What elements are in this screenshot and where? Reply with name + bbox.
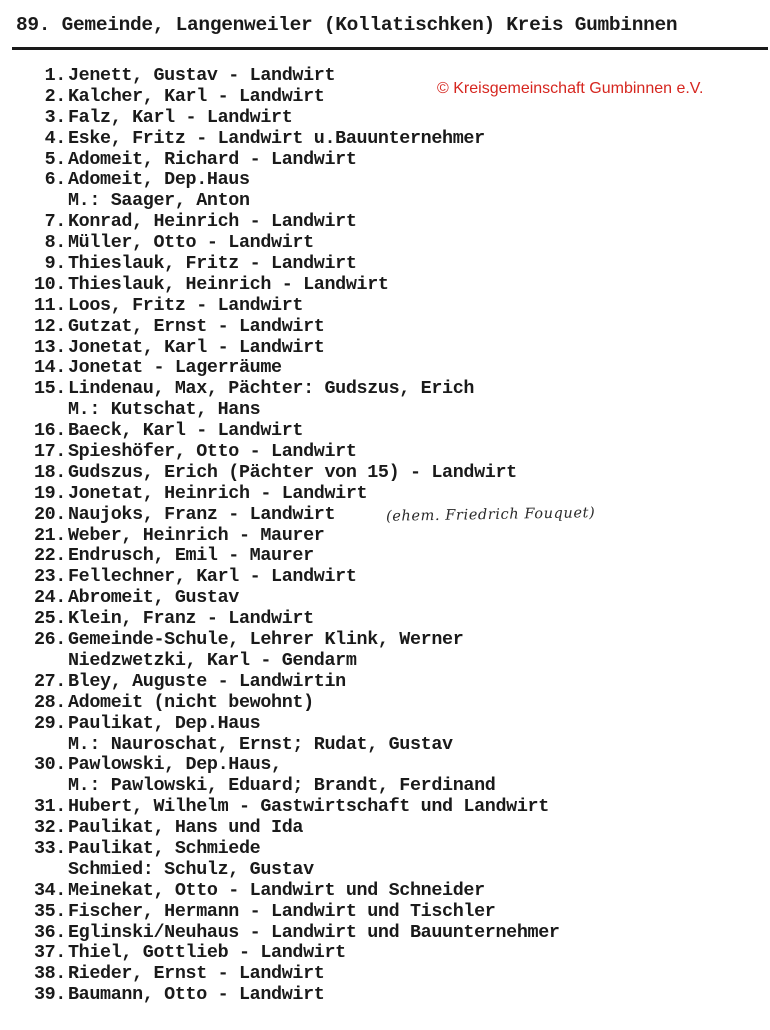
list-item-continuation: [10, 191, 760, 212]
entry-text: Thieslauk, Fritz - Landwirt: [68, 253, 357, 275]
entry-text: Müller, Otto - Landwirt: [68, 232, 314, 254]
list-item-continuation: [10, 860, 760, 881]
entry-text: Adomeit, Dep.Haus: [68, 169, 250, 191]
entry-text: Adomeit (nicht bewohnt): [68, 691, 314, 713]
list-item: [10, 546, 760, 567]
list-item: [10, 755, 760, 776]
list-item: [10, 129, 760, 150]
entry-number: 15.: [33, 378, 66, 400]
entry-number: 20.: [33, 503, 66, 525]
entry-number: 28.: [33, 691, 66, 713]
list-item: [10, 630, 760, 651]
entry-text: Paulikat, Schmiede: [68, 837, 261, 859]
entry-number: 37.: [33, 942, 66, 964]
entry-text: Spieshöfer, Otto - Landwirt: [68, 441, 357, 463]
entry-text: Bley, Auguste - Landwirtin: [68, 670, 346, 692]
entry-text: Eske, Fritz - Landwirt u.Bauunternehmer: [68, 127, 485, 149]
list-item: [10, 881, 760, 902]
entry-text: Jonetat - Lagerräume: [68, 357, 282, 379]
entry-number: 36.: [33, 921, 66, 943]
title-underline: [12, 47, 768, 50]
list-item: [10, 818, 760, 839]
list-item: [10, 672, 760, 693]
entry-number: 21.: [33, 524, 66, 546]
entry-number: 29.: [33, 712, 66, 734]
list-item: [10, 254, 760, 275]
list-item: [10, 964, 760, 985]
entry-number: 16.: [33, 420, 66, 442]
entry-text: Kalcher, Karl - Landwirt: [68, 85, 325, 107]
list-item: [10, 923, 760, 944]
list-item: [10, 233, 760, 254]
entry-text: Niedzwetzki, Karl - Gendarm: [68, 649, 357, 671]
entry-number: 25.: [33, 608, 66, 630]
entry-text: Loos, Fritz - Landwirt: [68, 294, 304, 316]
entry-text: Hubert, Wilhelm - Gastwirtschaft und Landwirt: [68, 796, 549, 818]
entry-text: M.: Pawlowski, Eduard; Brandt, Ferdinand: [68, 775, 496, 797]
handwritten-annotation: (ehem. Friedrich Fouquet): [385, 505, 596, 525]
list-item: [10, 421, 760, 442]
list-item-continuation: [10, 651, 760, 672]
entry-number: 2.: [44, 85, 66, 107]
entry-text: M.: Kutschat, Hans: [68, 399, 261, 421]
list-item: [10, 212, 760, 233]
entry-number: 12.: [33, 315, 66, 337]
document-title: 89. Gemeinde, Langenweiler (Kollatischken) Kreis Gumbinnen: [16, 14, 678, 36]
entry-text: Paulikat, Hans und Ida: [68, 817, 304, 839]
list-item-continuation: [10, 400, 760, 421]
entry-text: Jenett, Gustav - Landwirt: [68, 65, 336, 86]
copyright-watermark: © Kreisgemeinschaft Gumbinnen e.V.: [437, 80, 704, 97]
list-item: [10, 714, 760, 735]
entry-number: 26.: [33, 629, 66, 651]
entry-text: Lindenau, Max, Pächter: Gudszus, Erich: [68, 378, 475, 400]
entry-number: 4.: [44, 127, 66, 149]
entry-text: Gemeinde-Schule, Lehrer Klink, Werner: [68, 629, 464, 651]
entry-number: 11.: [33, 294, 66, 316]
list-item: [10, 338, 760, 359]
list-item: [10, 442, 760, 463]
entry-text: Fellechner, Karl - Landwirt: [68, 566, 357, 588]
entry-number: 31.: [33, 796, 66, 818]
list-item: [10, 275, 760, 296]
list-item: [10, 379, 760, 400]
list-item: [10, 693, 760, 714]
entry-number: 24.: [33, 587, 66, 609]
list-item: [10, 588, 760, 609]
entry-text: Jonetat, Heinrich - Landwirt: [68, 482, 368, 504]
entry-number: 18.: [33, 461, 66, 483]
entry-number: 3.: [44, 106, 66, 128]
entry-text: M.: Saager, Anton: [68, 190, 250, 212]
entry-number: 34.: [33, 879, 66, 901]
list-item: [10, 985, 760, 1006]
list-item-continuation: [10, 735, 760, 756]
entry-number: 13.: [33, 336, 66, 358]
entry-number: 30.: [33, 754, 66, 776]
entry-number: 6.: [44, 169, 66, 191]
entry-number: 32.: [33, 817, 66, 839]
entry-text: Fischer, Hermann - Landwirt und Tischler: [68, 900, 496, 922]
entry-text: Baeck, Karl - Landwirt: [68, 420, 304, 442]
list-item: [10, 609, 760, 630]
list-item: [10, 902, 760, 923]
entry-text: Falz, Karl - Landwirt: [68, 106, 293, 128]
entry-number: 33.: [33, 837, 66, 859]
entry-number: 23.: [33, 566, 66, 588]
entry-number: 9.: [44, 253, 66, 275]
entry-text: Gudszus, Erich (Pächter von 15) - Landwirt: [68, 461, 517, 483]
entry-text: Naujoks, Franz - Landwirt: [68, 503, 336, 525]
entry-text: Thiel, Gottlieb - Landwirt: [68, 942, 346, 964]
entry-number: 35.: [33, 900, 66, 922]
list-item: [10, 839, 760, 860]
list-item: [10, 108, 760, 129]
list-item: [10, 317, 760, 338]
list-item: [10, 296, 760, 317]
entry-text: Endrusch, Emil - Maurer: [68, 545, 314, 567]
list-item: [10, 87, 760, 108]
entry-text: Klein, Franz - Landwirt: [68, 608, 314, 630]
list-item: [10, 66, 760, 87]
entry-text: Jonetat, Karl - Landwirt: [68, 336, 325, 358]
list-item: [10, 567, 760, 588]
list-item: [10, 484, 760, 505]
entry-number: 17.: [33, 441, 66, 463]
entry-number: 10.: [33, 273, 66, 295]
entry-number: 19.: [33, 482, 66, 504]
entry-number: 22.: [33, 545, 66, 567]
list-item: [10, 170, 760, 191]
entry-text: Abromeit, Gustav: [68, 587, 239, 609]
entry-text: Paulikat, Dep.Haus: [68, 712, 261, 734]
list-item-continuation: [10, 776, 760, 797]
entry-number: 5.: [44, 148, 66, 170]
resident-list: [10, 66, 760, 1006]
entry-text: Gutzat, Ernst - Landwirt: [68, 315, 325, 337]
entry-number: 8.: [44, 232, 66, 254]
list-item: [10, 797, 760, 818]
entry-text: Eglinski/Neuhaus - Landwirt und Bauunternehmer: [68, 921, 560, 943]
list-item: [10, 150, 760, 171]
entry-text: Pawlowski, Dep.Haus,: [68, 754, 282, 776]
entry-number: 39.: [33, 984, 66, 1006]
entry-text: M.: Nauroschat, Ernst; Rudat, Gustav: [68, 733, 453, 755]
entry-number: 7.: [44, 211, 66, 233]
entry-number: 27.: [33, 670, 66, 692]
entry-text: Schmied: Schulz, Gustav: [68, 858, 314, 880]
entry-number: 38.: [33, 963, 66, 985]
entry-text: Weber, Heinrich - Maurer: [68, 524, 325, 546]
list-item: [10, 463, 760, 484]
entry-text: Thieslauk, Heinrich - Landwirt: [68, 273, 389, 295]
entry-number: 1.: [44, 65, 66, 86]
entry-text: Konrad, Heinrich - Landwirt: [68, 211, 357, 233]
entry-text: Adomeit, Richard - Landwirt: [68, 148, 357, 170]
list-item: [10, 943, 760, 964]
entry-text: Rieder, Ernst - Landwirt: [68, 963, 325, 985]
entry-number: 14.: [33, 357, 66, 379]
list-item: [10, 526, 760, 547]
entry-text: Baumann, Otto - Landwirt: [68, 984, 325, 1006]
entry-text: Meinekat, Otto - Landwirt und Schneider: [68, 879, 485, 901]
list-item: [10, 358, 760, 379]
